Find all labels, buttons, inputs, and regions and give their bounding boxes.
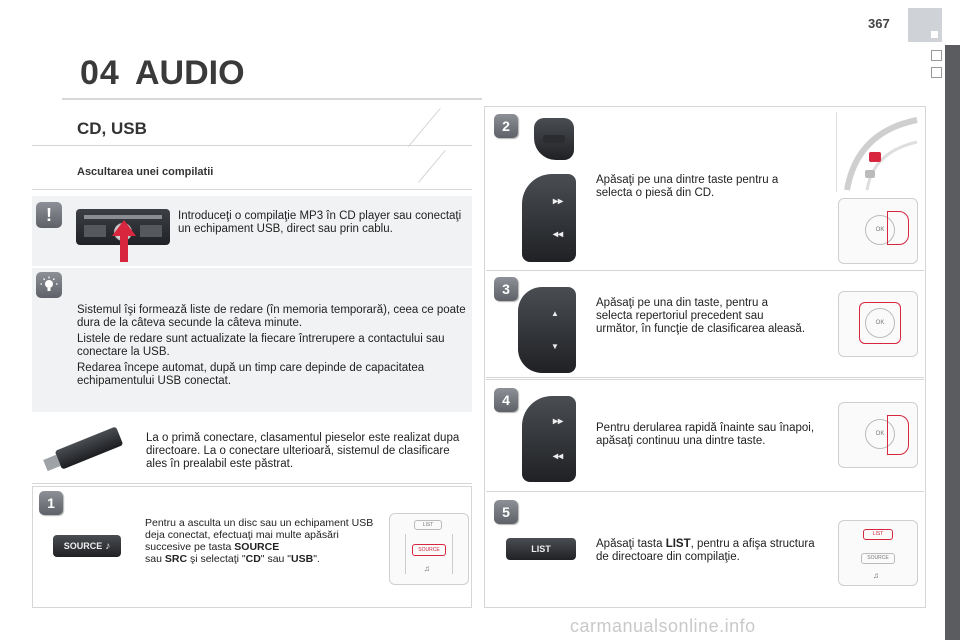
step4-panel <box>486 382 924 492</box>
usb-stick-image <box>55 426 124 469</box>
corner-tab <box>908 8 942 42</box>
chapter-title: AUDIO <box>135 54 245 92</box>
usb-connector <box>43 455 60 471</box>
ok-dial: OK <box>865 215 895 245</box>
lightbulb-icon <box>36 272 62 298</box>
control-panel-image <box>389 513 469 585</box>
steering-button-image <box>534 118 574 160</box>
usb-text: La o primă conectare, clasamentul pieselor este realizat dupa directoare. La o conectare ulterioară, sistemul de clasificare ales în prealabil este păstrat. <box>146 432 460 470</box>
usb-key: USB <box>291 553 314 565</box>
panel-divider <box>452 534 464 574</box>
list-key-small: LIST <box>863 529 893 540</box>
step5-text-part: Apăsaţi tasta <box>596 538 666 550</box>
side-marker <box>931 67 942 78</box>
step5-text-part: , pentru a afişa structura de directoare din compilaţie. <box>596 538 815 563</box>
step-badge: 4 <box>494 388 518 412</box>
subsection-panel <box>32 150 472 190</box>
music-note-icon: ♫ <box>424 564 430 573</box>
warning-icon: ! <box>36 202 62 228</box>
source-key: SOURCE <box>234 541 280 553</box>
info-paragraph: Sistemul îşi formează liste de redare (în memoria temporară), ceea ce poate dura de la câteva secunde la câteva minute. <box>77 304 466 329</box>
music-note-icon: ♫ <box>873 571 879 580</box>
side-thumb-bar <box>945 45 960 640</box>
rewind-icon: ◂◂ <box>552 451 564 462</box>
step1-panel <box>32 486 472 608</box>
subsection-title: Ascultarea unei compilatii <box>77 166 214 178</box>
usb-panel <box>32 414 472 484</box>
section-title-panel <box>32 106 472 146</box>
src-key: SRC <box>164 553 188 565</box>
control-panel-image <box>838 520 918 586</box>
red-arrow-up-icon <box>112 220 136 262</box>
source-button-label: SOURCE <box>63 541 103 551</box>
fast-forward-icon: ▸▸ <box>552 196 564 207</box>
step4-text: Pentru derularea rapidă înainte sau înapoi, apăsaţi continuu una dintre taste. <box>596 422 815 447</box>
control-panel-image <box>838 402 918 468</box>
page-number: 367 <box>868 16 890 31</box>
steering-wheel-image <box>836 112 920 192</box>
step3-panel <box>486 270 924 380</box>
info-panel <box>32 268 472 412</box>
cd-player-buttons <box>84 225 106 237</box>
cd-key: CD <box>245 553 261 565</box>
header-rule <box>62 98 482 100</box>
info-text <box>77 304 469 391</box>
side-marker <box>931 50 942 61</box>
info-paragraph: Redarea începe automat, după un timp care depinde de capacitatea echipamentului USB conectat. <box>77 362 425 387</box>
section-title: CD, USB <box>77 119 147 138</box>
step-badge: 2 <box>494 114 518 138</box>
insert-text: Introduceţi o compilaţie MP3 în CD player sau conectaţi un echipament USB, direct sau prin cablu. <box>178 210 462 235</box>
step1-text-part: " sau " <box>260 553 292 565</box>
arrow-up-icon: ▲ <box>551 309 559 318</box>
step1-text-part: Pentru a asculta un disc sau un echipament USB deja conectat, efectuaţi mai multe apăsări succesive pe tasta <box>145 517 374 553</box>
step1-text <box>145 517 381 565</box>
arrow-down-icon: ▼ <box>551 342 559 351</box>
ok-dial: OK <box>865 308 895 338</box>
fast-forward-icon: ▸▸ <box>552 416 564 427</box>
ok-dial: OK <box>865 419 895 449</box>
control-panel-image <box>838 198 918 264</box>
highlighted-keys <box>887 211 909 245</box>
step5-text <box>596 538 828 564</box>
step1-text-part: sau <box>145 553 165 565</box>
info-paragraph: Listele de redare sunt actualizate la fiecare întrerupere a contactului sau conectare la USB. <box>77 333 445 358</box>
step-badge: 1 <box>39 491 63 515</box>
step3-text: Apăsaţi pe una din taste, pentru a selecta repertoriul precedent sau următor, în funcţie de clasificarea aleasă. <box>596 297 806 335</box>
seek-buttons-image <box>522 396 576 482</box>
source-key-small: SOURCE <box>412 544 446 556</box>
source-key-small: SOURCE <box>861 553 895 564</box>
step1-text-part: ". <box>313 553 320 565</box>
control-panel-image <box>838 291 918 357</box>
step-badge: 3 <box>494 277 518 301</box>
music-note-icon: ♪ <box>105 540 111 552</box>
list-button-image: LIST <box>506 538 576 560</box>
step5-panel <box>486 494 924 606</box>
cd-player-buttons <box>140 225 162 237</box>
watermark: carmanualsonline.info <box>570 616 756 636</box>
source-button-image <box>53 535 121 557</box>
rewind-icon: ◂◂ <box>552 229 564 240</box>
panel-divider <box>394 534 406 574</box>
step1-text-part: şi selectaţi " <box>187 553 246 565</box>
cd-slot <box>84 215 162 219</box>
chapter-number: 04 <box>80 54 120 92</box>
highlighted-keys <box>859 302 901 344</box>
list-key-small: LIST <box>414 520 442 530</box>
highlighted-keys <box>887 415 909 455</box>
list-key: LIST <box>665 538 691 550</box>
seek-buttons-image <box>522 174 576 262</box>
insert-panel <box>32 196 472 266</box>
folder-buttons-image <box>518 287 576 373</box>
step2-text: Apăsaţi pe una dintre taste pentru a selecta o piesă din CD. <box>596 174 779 199</box>
step-badge: 5 <box>494 500 518 524</box>
